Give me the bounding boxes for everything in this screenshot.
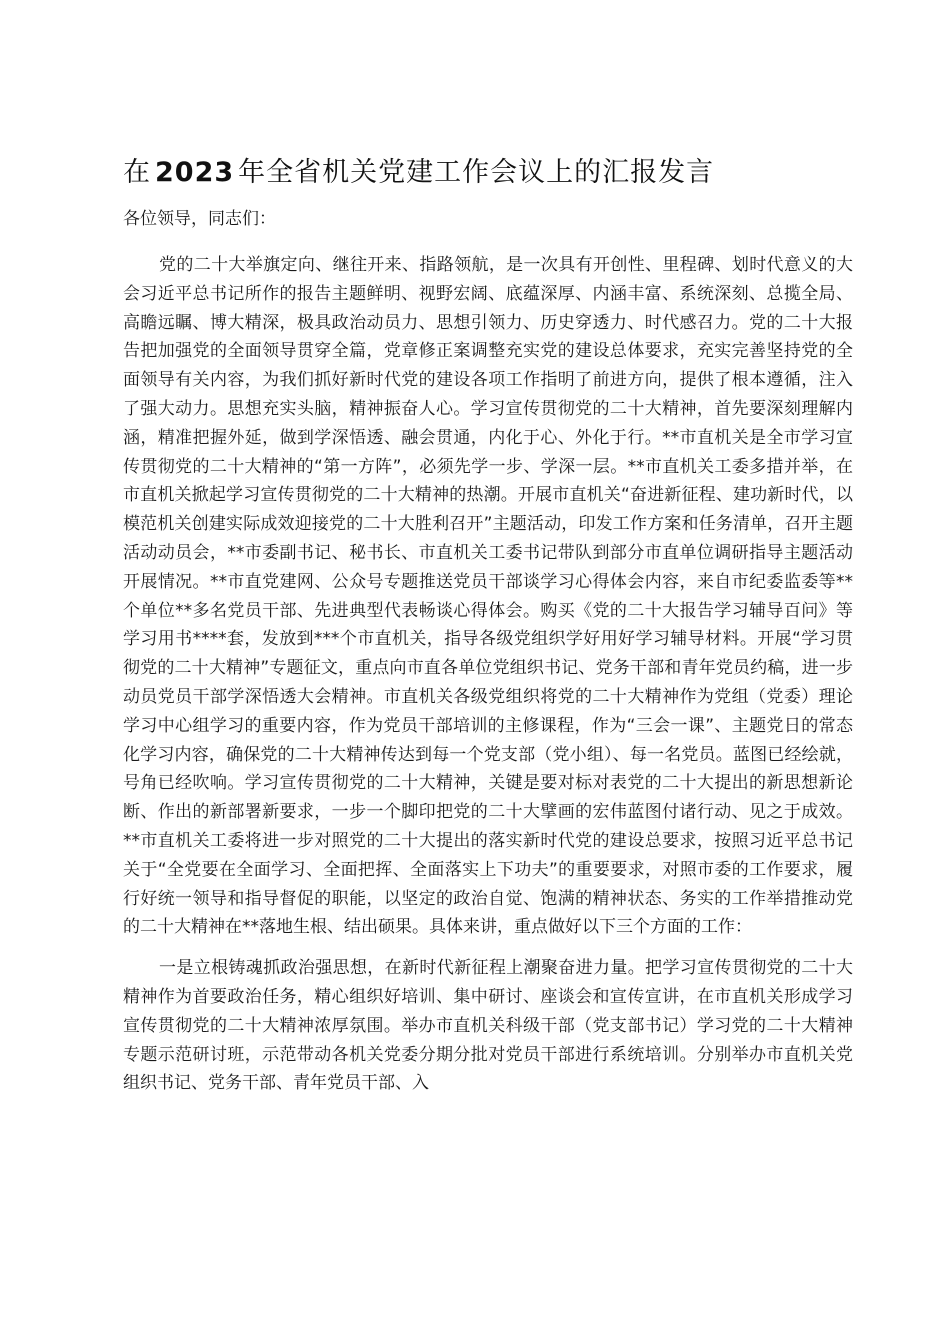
title-prefix: 在 bbox=[123, 157, 151, 188]
title-year: 2023 bbox=[155, 157, 235, 188]
salutation: 各位领导，同志们： bbox=[123, 209, 276, 229]
body-paragraph: 党的二十大举旗定向、继往开来、指路领航，是一次具有开创性、里程碑、划时代意义的大会习近平总书记所作的报告主题鲜明、视野宏阔、底蕴深厚、内涵丰富、系统深刻、总揽全局、高瞻远瞩、博大精深，极具政治动员力、思想引领力、历史穿透力、时代感召力。党的二十大报告把加强党的全面领导贯穿全篇，党章修正案调整充实党的建设总体要求，充实完善坚持党的全面领导有关内容，为我们抓好新时代党的建设各项工作指明了前进方向，提供了根本遵循，注入了强大动力。思想充实头脑，精神振奋人心。学习宣传贯彻党的二十大精神，首先要深刻理解内涵，精准把握外延，做到学深悟透、融会贯通，内化于心、外化于行。**市直机关是全市学习宣传贯彻党的二十大精神的“第一方阵”，必须先学一步、学深一层。**市直机关工委多措并举，在市直机关掀起学习宣传贯彻党的二十大精神的热潮。开展市直机关“奋进新征程、建功新时代，以模范机关创建实际成效迎接党的二十大胜利召开”主题活动，印发工作方案和任务清单，召开主题活动动员会，**市委副书记、秘书长、市直机关工委书记带队到部分市直单位调研指导主题活动开展情况。**市直党建网、公众号专题推送党员干部谈学习心得体会内容，来自市纪委监委等**个单位**多名党员干部、先进典型代表畅谈心得体会。购买《党的二十大报告学习辅导百问》等学习用书****套，发放到***个市直机关，指导各级党组织学好用好学习辅导材料。开展“学习贯彻党的二十大精神”专题征文，重点向市直各单位党组织书记、党务干部和青年党员约稿，进一步动员党员干部学深悟透大会精神。市直机关各级党组织将党的二十大精神作为党组（党委）理论学习中心组学习的重要内容，作为党员干部培训的主修课程，作为“三会一课”、主题党日的常态化学习内容，确保党的二十大精神传达到每一个党支部（党小组）、每一名党员。蓝图已经绘就，号角已经吹响。学习宣传贯彻党的二十大精神，关键是要对标对表党的二十大提出的新思想新论断、作出的新部署新要求，一步一个脚印把党的二十大擘画的宏伟蓝图付诸行动、见之于成效。**市直机关工委将进一步对照党的二十大提出的落实新时代党的建设总要求，按照习近平总书记关于“全党要在全面学习、全面把挥、全面落实上下功夫”的重要要求，对照市委的工作要求，履行好统一领导和指导督促的职能，以坚定的政治自觉、饱满的精神状态、务实的工作举措推动党的二十大精神在**落地生根、结出硕果。具体来讲，重点做好以下三个方面的工作： bbox=[123, 255, 853, 938]
document-page bbox=[123, 150, 853, 1098]
body-paragraph: 一是立根铸魂抓政治强思想，在新时代新征程上潮聚奋进力量。把学习宣传贯彻党的二十大精神作为首要政治任务，精心组织好培训、集中研讨、座谈会和宣传宣讲，在市直机关形成学习宣传贯彻党的二十大精神浓厚氛围。举办市直机关科级干部（党支部书记）学习党的二十大精神专题示范研讨班，示范带动各机关党委分期分批对党员干部进行系统培训。分别举办市直机关党组织书记、党务干部、青年党员干部、入 bbox=[123, 958, 853, 1094]
document-title bbox=[123, 150, 853, 196]
title-suffix: 年全省机关党建工作会议上的汇报发言 bbox=[238, 157, 715, 188]
